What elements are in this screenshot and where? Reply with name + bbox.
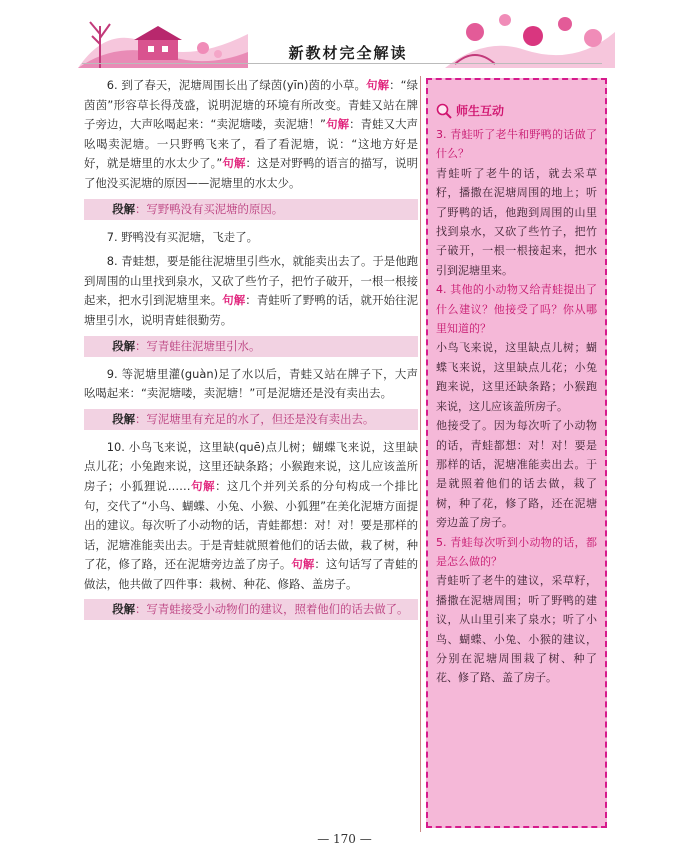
column-divider	[420, 76, 421, 832]
paragraph-9: 9. 等泥塘里灌(guàn)足了水以后，青蛙又站在牌子下，大声吆喝起来：“卖泥塘喽，卖泥塘！”可是泥塘还是没有卖出去。	[84, 366, 418, 401]
paragraph-7: 7. 野鸭没有买泥塘，飞走了。	[106, 229, 258, 244]
paragraph-10: 10. 小鸟飞来说，这里缺(quē)点儿树；蝴蝶飞来说，这里缺点儿花；小兔跑来说，这里还缺条路；小猴跑来说，这儿应该盖所房子；小狐狸说……句解：这几个并列关系的分句构成一个排比句，交代了“小鸟、蝴蝶、小兔、小猴、小狐狸”在美化泥塘方面提出的建议。每次听了小动物的话，青蛙都想：对！对！要是那样的话，泥塘准能卖出去。于是青蛙就照着他们的话去做，栽了树，种了花，修了路，还在泥塘旁边盖了房子。句解：这句话写了青蛙的做法，他共做了四件事：栽树、种花、修路、盖房子。	[84, 439, 418, 591]
paragraph-8: 8. 青蛙想，要是能往泥塘里引些水，就能卖出去了。于是他跑到周围的山里找到泉水，又砍了些竹子，把竹子破开，一根一根接起来，把水引到泥塘里来。句解：青蛙听了野鸭的话，就开始往泥塘里引水，说明青蛙很勤劳。	[84, 254, 418, 327]
main-content	[84, 76, 418, 628]
magnifier-icon	[436, 103, 452, 119]
paragraph-6: 6. 到了春天，泥塘周围长出了绿茵(yīn)茵的小草。句解：“绿茵茵”形容草长得茂盛，说明泥塘的环境有所改变。青蛙又站在牌子旁边，大声吆喝起来：“卖泥塘喽，卖泥塘！”句解：青蛙又大声吆喝卖泥塘。一只野鸭飞来了，看了看泥塘，说：“这地方好是好，就是塘里的水太少了。”句解：这是对野鸭的语言的描写，说明了他没买泥塘的原因——泥塘里的水太少。	[84, 78, 418, 190]
answer-3: 青蛙听了老牛的话，就去采草籽，播撒在泥塘周围的地上；听了野鸭的话，他跑到周围的山里找到泉水，又砍了些竹子，把竹子破开，一根一根接起来，把水引到泥塘里来。	[436, 166, 597, 277]
page-number: — 170 —	[317, 832, 372, 846]
sidebar-title: 师生互动	[456, 104, 505, 118]
answer-4-part-2: 他接受了。因为每次听了小动物的话，青蛙都想：对！对！要是那样的话，泥塘准能卖出去。于是就照着他们的话去做，栽了树，种了花，修了路，还在泥塘旁边盖了房子。	[436, 419, 597, 530]
header-rule	[82, 63, 602, 64]
question-3: 3. 青蛙听了老牛和野鸭的话做了什么？	[436, 128, 597, 161]
answer-4-part-1: 小鸟飞来说，这里缺点儿树；蝴蝶飞来说，这里缺点儿花；小兔跑来说，这里还缺条路；小猴跑来说，这儿应该盖所房子。	[436, 341, 597, 413]
section-summary-1: 段解：写野鸭没有买泥塘的原因。	[84, 199, 418, 220]
answer-5: 青蛙听了老牛的建议，采草籽，播撒在泥塘周围；听了野鸭的建议，从山里引来了泉水；听了小鸟、蝴蝶、小兔、小猴的建议，分别在泥塘周围栽了树、种了花、修了路、盖了房子。	[436, 574, 597, 685]
question-4: 4. 其他的小动物又给青蛙提出了什么建议？他接受了吗？你从哪里知道的？	[436, 283, 597, 336]
header-title: 新教材完全解读	[288, 44, 408, 62]
header-decoration-left	[78, 4, 248, 68]
section-summary-4: 段解：写青蛙接受小动物们的建议，照着他们的话去做了。	[84, 599, 418, 620]
section-summary-3: 段解：写泥塘里有充足的水了，但还是没有卖出去。	[84, 409, 418, 430]
teacher-student-sidebar	[426, 78, 607, 828]
sidebar-header	[436, 102, 597, 119]
question-5: 5. 青蛙每次听到小动物的话，都是怎么做的？	[436, 535, 597, 568]
header-decoration-right	[445, 6, 615, 68]
section-summary-2: 段解：写青蛙往泥塘里引水。	[84, 336, 418, 357]
page-header	[0, 0, 689, 78]
